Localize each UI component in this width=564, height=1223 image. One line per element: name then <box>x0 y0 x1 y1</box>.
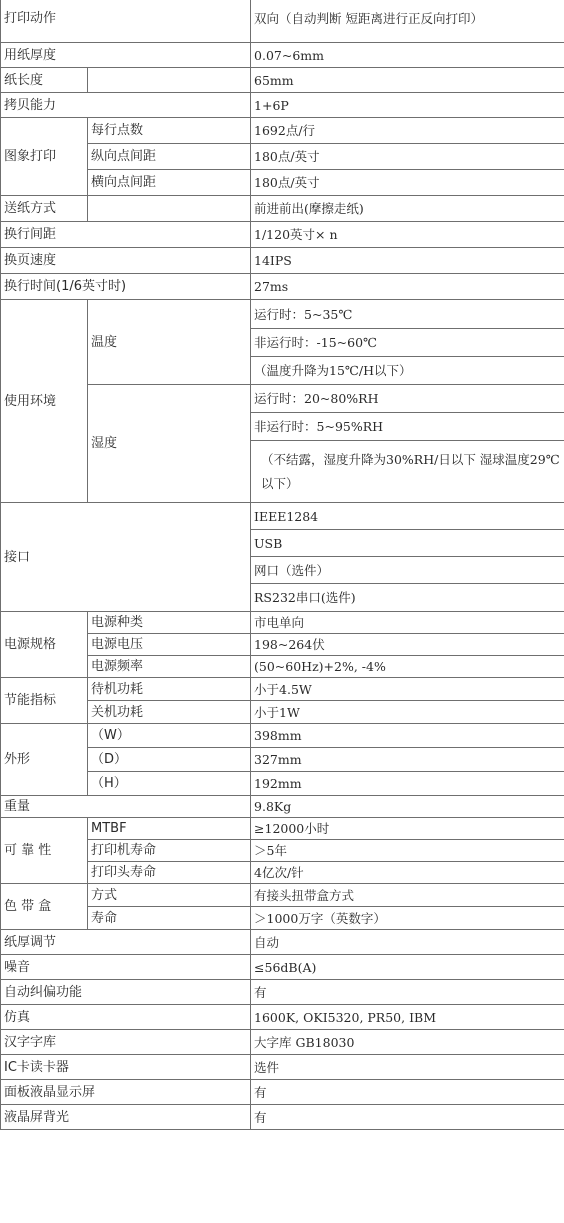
spec-group-label: 接口 <box>1 503 251 612</box>
spec-sub-label: （W） <box>88 724 251 748</box>
table-row <box>1 43 564 68</box>
spec-group-label: 可 靠 性 <box>1 818 88 884</box>
table-row <box>1 612 564 634</box>
table-row <box>1 884 564 907</box>
table-row <box>1 1030 564 1055</box>
spec-value: 180点/英寸 <box>251 144 564 170</box>
table-row <box>1 300 564 329</box>
spec-label: 送纸方式 <box>1 196 88 222</box>
spec-value: 1+6P <box>251 93 564 118</box>
spec-value: 192mm <box>251 772 564 796</box>
spec-value: 4亿次/针 <box>251 862 564 884</box>
spec-label: 自动纠偏功能 <box>1 980 251 1005</box>
spec-value: （不结露，湿度升降为30%RH/日以下 湿球温度29℃以下） <box>251 441 564 503</box>
spec-label: 仿真 <box>1 1005 251 1030</box>
spec-value: (50~60Hz)+2%, -4% <box>251 656 564 678</box>
spec-group-label: 外形 <box>1 724 88 796</box>
table-row <box>1 796 564 818</box>
table-row <box>1 818 564 840</box>
spec-sub-label: 每行点数 <box>88 118 251 144</box>
table-row <box>1 724 564 748</box>
spec-value: 选件 <box>251 1055 564 1080</box>
spec-sub-label: 电源频率 <box>88 656 251 678</box>
table-row <box>1 222 564 248</box>
spec-sub-label: 关机功耗 <box>88 701 251 724</box>
spec-label: 面板液晶显示屏 <box>1 1080 251 1105</box>
spec-value: 运行时：5~35℃ <box>251 300 564 329</box>
spec-value: 小于1W <box>251 701 564 724</box>
spec-label: 纸厚调节 <box>1 930 251 955</box>
spec-sub-label: 横向点间距 <box>88 170 251 196</box>
spec-label: 换行间距 <box>1 222 251 248</box>
spec-label: 换页速度 <box>1 248 251 274</box>
spec-value: 1692点/行 <box>251 118 564 144</box>
spec-value: 大字库 GB18030 <box>251 1030 564 1055</box>
spec-sub-label: 电源种类 <box>88 612 251 634</box>
spec-value: （温度升降为15℃/H以下） <box>251 357 564 385</box>
table-row <box>1 980 564 1005</box>
spec-value: 非运行时：-15~60℃ <box>251 329 564 357</box>
table-row <box>1 1005 564 1030</box>
spec-sub-label: 方式 <box>88 884 251 907</box>
spec-value: RS232串口(选件) <box>251 584 564 612</box>
spec-value: 小于4.5W <box>251 678 564 701</box>
spec-sub-label: 湿度 <box>88 385 251 503</box>
table-row <box>1 68 564 93</box>
spec-value: 27ms <box>251 274 564 300</box>
spec-value: 65mm <box>251 68 564 93</box>
spec-sub-label: 待机功耗 <box>88 678 251 701</box>
spec-value: 有接头扭带盒方式 <box>251 884 564 907</box>
spec-value: 180点/英寸 <box>251 170 564 196</box>
table-row <box>1 196 564 222</box>
table-row <box>1 118 564 144</box>
spec-value: 398mm <box>251 724 564 748</box>
spec-value: 有 <box>251 1105 564 1130</box>
spec-sub-label: 温度 <box>88 300 251 385</box>
table-row <box>1 0 564 43</box>
spec-value: 14IPS <box>251 248 564 274</box>
spec-label: 打印动作 <box>1 0 251 43</box>
spec-sub-label: （H） <box>88 772 251 796</box>
table-row <box>1 503 564 530</box>
spec-group-label: 图象打印 <box>1 118 88 196</box>
spec-group-label: 电源规格 <box>1 612 88 678</box>
table-row <box>1 955 564 980</box>
spec-value: 有 <box>251 1080 564 1105</box>
spec-group-label: 节能指标 <box>1 678 88 724</box>
spec-value: USB <box>251 530 564 557</box>
spec-value: IEEE1284 <box>251 503 564 530</box>
spec-value: 自动 <box>251 930 564 955</box>
table-row <box>1 1080 564 1105</box>
spec-value: 运行时：20~80%RH <box>251 385 564 413</box>
spec-label: 噪音 <box>1 955 251 980</box>
spec-value: 市电单向 <box>251 612 564 634</box>
table-row <box>1 1055 564 1080</box>
table-row <box>1 1105 564 1130</box>
table-row <box>1 274 564 300</box>
spec-value: 327mm <box>251 748 564 772</box>
empty-cell <box>88 68 251 93</box>
spec-label: 换行时间(1/6英寸时) <box>1 274 251 300</box>
spec-value: 前进前出(摩擦走纸) <box>251 196 564 222</box>
spec-value: ≤56dB(A) <box>251 955 564 980</box>
spec-value: 0.07~6mm <box>251 43 564 68</box>
spec-sub-label: （D） <box>88 748 251 772</box>
spec-group-label: 使用环境 <box>1 300 88 503</box>
spec-label: IC卡读卡器 <box>1 1055 251 1080</box>
spec-value: 网口（选件） <box>251 557 564 584</box>
spec-sub-label: 纵向点间距 <box>88 144 251 170</box>
spec-label: 纸长度 <box>1 68 88 93</box>
spec-value: 双向（自动判断 短距离进行正反向打印） <box>251 0 564 43</box>
spec-label: 汉字字库 <box>1 1030 251 1055</box>
spec-sub-label: 打印头寿命 <box>88 862 251 884</box>
spec-value: 非运行时：5~95%RH <box>251 413 564 441</box>
table-row <box>1 248 564 274</box>
table-row <box>1 93 564 118</box>
spec-label: 用纸厚度 <box>1 43 251 68</box>
spec-label: 液晶屏背光 <box>1 1105 251 1130</box>
table-row <box>1 930 564 955</box>
spec-value: 1600K, OKI5320, PR50, IBM <box>251 1005 564 1030</box>
spec-sub-label: 寿命 <box>88 907 251 930</box>
spec-group-label: 色 带 盒 <box>1 884 88 930</box>
spec-sub-label: 电源电压 <box>88 634 251 656</box>
table-row <box>1 678 564 701</box>
spec-value: 9.8Kg <box>251 796 564 818</box>
spec-label: 重量 <box>1 796 251 818</box>
spec-value: ≥12000小时 <box>251 818 564 840</box>
spec-label: 拷贝能力 <box>1 93 251 118</box>
spec-sub-label: 打印机寿命 <box>88 840 251 862</box>
spec-value: 有 <box>251 980 564 1005</box>
spec-sub-label: MTBF <box>88 818 251 840</box>
spec-value: ＞5年 <box>251 840 564 862</box>
spec-value: 198~264伏 <box>251 634 564 656</box>
spec-value: 1/120英寸× n <box>251 222 564 248</box>
spec-value: ＞1000万字（英数字） <box>251 907 564 930</box>
empty-cell <box>88 196 251 222</box>
